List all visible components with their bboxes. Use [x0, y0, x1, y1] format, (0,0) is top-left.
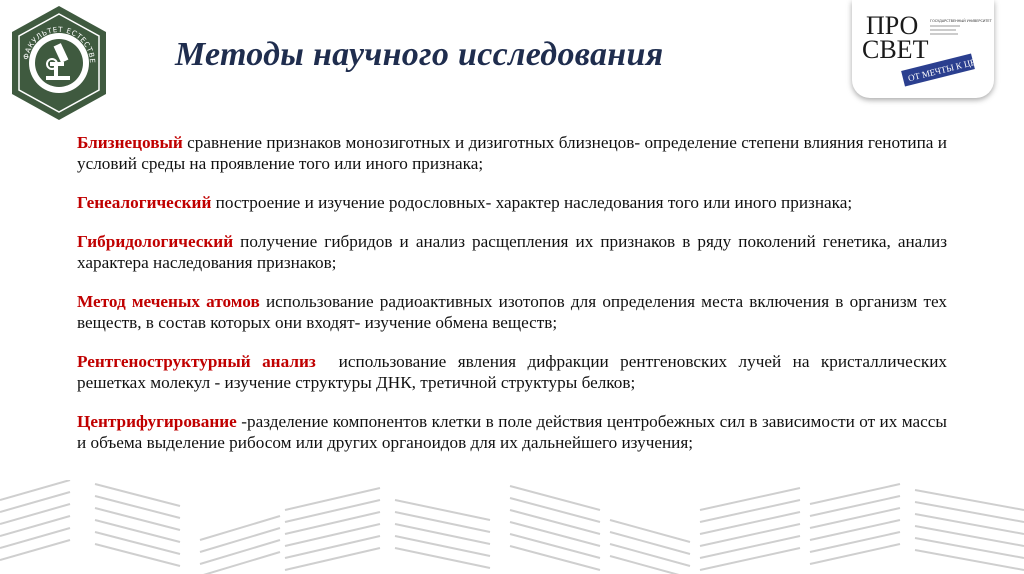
method-term: Рентгеноструктурный анализ: [77, 352, 316, 371]
svg-text:ФАКУЛЬТЕТ ЕСТЕСТВЕННЫХ НАУК: ФАКУЛЬТЕТ ЕСТЕСТВЕ: [21, 24, 98, 64]
method-item: [77, 192, 947, 213]
method-item: [77, 291, 947, 333]
method-description: использование радиоактивных изотопов для определения места включения в организм тех веществ, в состав которых они входят- изучение обмена веществ;: [77, 292, 948, 332]
svg-text:ГОСУДАРСТВЕННЫЙ УНИВЕРСИТЕТ: ГОСУДАРСТВЕННЫЙ УНИВЕРСИТЕТ: [930, 19, 992, 23]
faculty-logo: [6, 4, 112, 122]
method-item: [77, 132, 947, 174]
method-description: -разделение компонентов клетки в поле действия центробежных сил в зависимости от их массы и объема выделение рибосом или других органоидов для их дальнейшего изучения;: [77, 412, 947, 452]
methods-list: [77, 132, 952, 471]
method-term: Гибридологический: [77, 232, 234, 251]
method-item: [77, 231, 947, 273]
method-description: построение и изучение родословных- характер наследования того или иного признака;: [211, 193, 853, 212]
decorative-stripe-pattern: [0, 480, 1024, 574]
method-term: Близнецовый: [77, 133, 183, 152]
svg-text:СВЕТ: СВЕТ: [862, 35, 929, 64]
method-description: получение гибридов и анализ расщепления их признаков в ряду поколений генетика, анализ характера наследования признаков;: [77, 232, 947, 272]
method-description: использование явления дифракции рентгеновских лучей на кристаллических решетках молекул - изучение структуры ДНК, третичной структуры белков;: [77, 352, 952, 392]
method-term: Генеалогический: [77, 193, 212, 212]
svg-text:ОТ МЕЧТЫ К ЦЕЛИ: ОТ МЕЧТЫ К ЦЕЛИ: [906, 53, 989, 84]
method-item: [77, 351, 952, 393]
method-term: Центрифугирование: [77, 412, 237, 431]
method-description: сравнение признаков монозиготных и дизиготных близнецов- определение степени влияния генотипа и условий среды на проявление того или иного признака;: [77, 133, 947, 173]
method-item: [77, 411, 947, 453]
svg-text:ПРО: ПРО: [866, 11, 919, 40]
prosvet-logo: [852, 0, 994, 98]
page-title: Методы научного исследования: [175, 36, 664, 73]
method-term: Метод меченых атомов: [77, 292, 260, 311]
